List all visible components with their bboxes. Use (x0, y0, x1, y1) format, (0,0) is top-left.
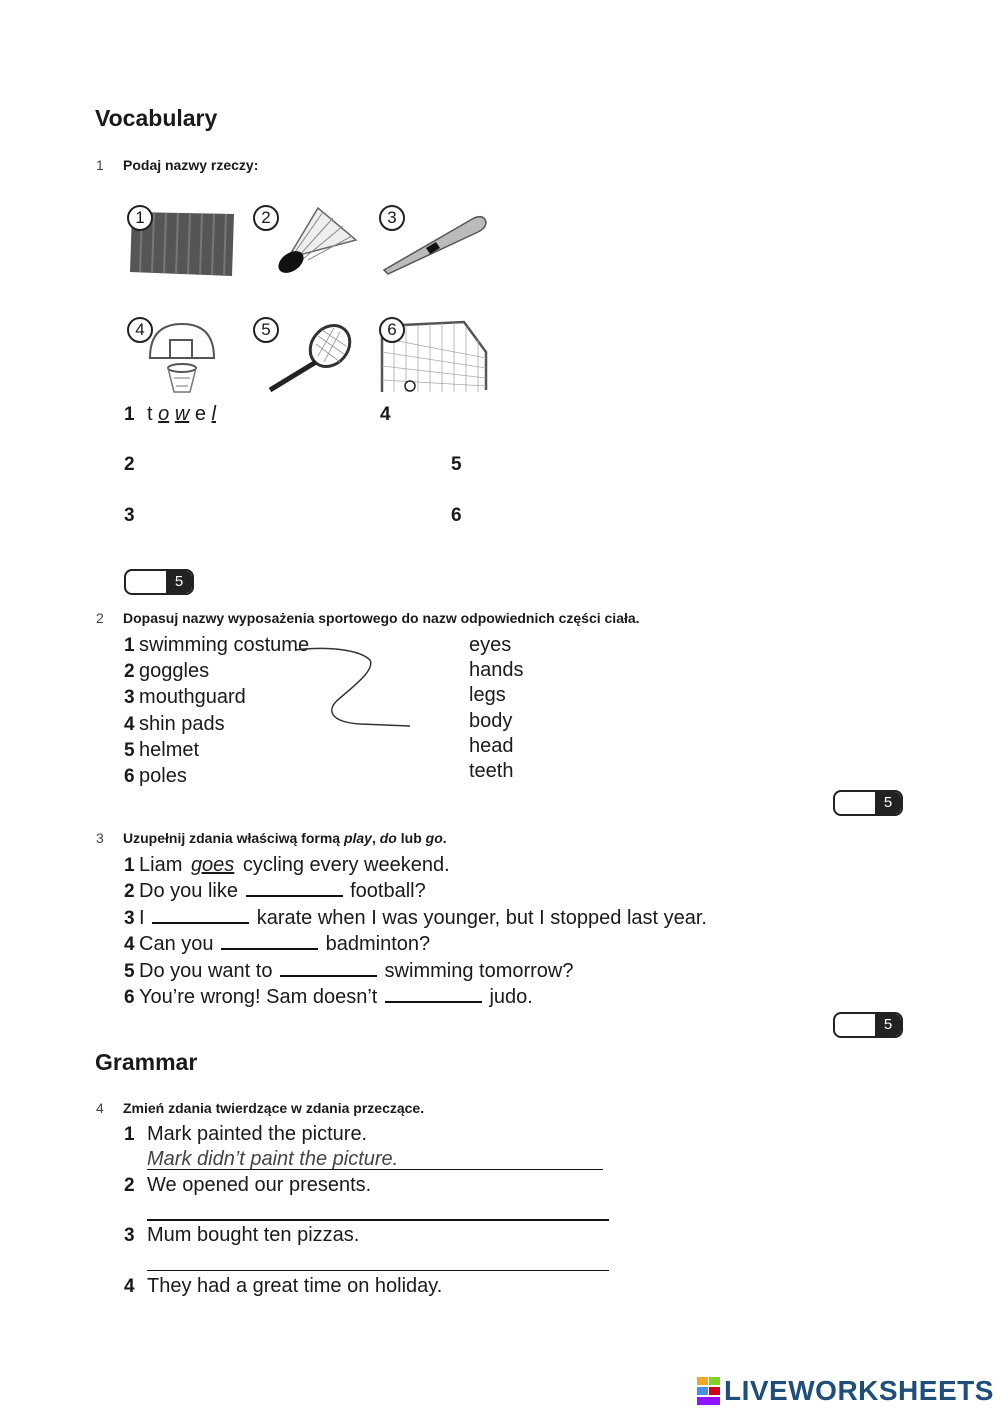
ex3-score-box (833, 1012, 903, 1038)
ex2-left-item-3: 3 mouthguard (124, 686, 246, 709)
picture-label-5: 5 (253, 317, 279, 343)
grammar-heading: Grammar (95, 1049, 198, 1075)
ex4-item-text-1: Mark painted the picture. (147, 1123, 368, 1145)
ex4-item-text-4: They had a great time on holiday. (147, 1275, 443, 1297)
ex2-left-item-5: 5 helmet (124, 738, 200, 761)
ex1-score-box (124, 569, 194, 595)
ex2-left-item-2: 2 goggles (124, 660, 210, 683)
ex1-answer-number-4: 4 (380, 404, 391, 425)
ex1-score: 5 (174, 573, 184, 590)
ex4-line-1 (147, 1169, 603, 1170)
ex2-right-item-1: eyes (469, 634, 512, 656)
picture-label-4: 4 (127, 317, 153, 343)
ex2-instruction: Dopasuj nazwy wyposażenia sportowego do nazw odpowiednich części ciała. (123, 610, 640, 626)
ex4-instruction: Zmień zdania twierdzące w zdania przeczące. (123, 1100, 425, 1116)
ex2-number: 2 (96, 610, 104, 626)
example-letter-o: o (158, 403, 170, 425)
ex4-example-answer: Mark didn’t paint the picture. (147, 1148, 399, 1170)
ex3-score: 5 (883, 1016, 893, 1033)
ex3-instruction: Uzupełnij zdania właściwą formą play, do lub go. (123, 830, 447, 846)
ex3-blank-3[interactable] (152, 906, 249, 924)
ex4-item-number-3: 3 (124, 1225, 135, 1246)
matching-line-example (290, 640, 420, 730)
ex2-right-list (469, 633, 524, 784)
ex1-answer-number-1: 1 (124, 404, 135, 425)
picture-label-1: 1 (127, 205, 153, 231)
ex2-right-item-4: body (469, 709, 513, 732)
example-letter-t: t (147, 403, 153, 425)
ex3-number: 3 (96, 830, 104, 846)
ex1-answer-number-6: 6 (451, 505, 462, 526)
liveworksheets-logo: LIVEWORKSHEETS (724, 1375, 994, 1406)
ex4-answer-line-2[interactable] (147, 1219, 609, 1221)
ex3-blank-4[interactable] (221, 932, 318, 950)
ex1-answer-number-2: 2 (124, 454, 135, 475)
ex3-blank-5[interactable] (280, 959, 377, 977)
example-letter-e: e (194, 403, 206, 425)
ex1-answer-number-3: 3 (124, 505, 135, 526)
ex3-item-1: 1 Liam goes cycling every weekend. (124, 854, 450, 876)
ex1-instruction: Podaj nazwy rzeczy: (123, 157, 259, 173)
ex3-list (124, 853, 707, 1011)
ex2-score: 5 (883, 794, 893, 811)
ex2-right-item-3: legs (469, 684, 506, 707)
ex1-number: 1 (96, 157, 104, 173)
vocabulary-heading: Vocabulary (95, 105, 218, 131)
picture-label-3: 3 (379, 205, 405, 231)
picture-label-6: 6 (379, 317, 405, 343)
liveworksheets-logo-icon (697, 1377, 721, 1405)
ex3-item-3: 3 I karate when I was younger, but I stopped last year. (124, 906, 707, 929)
ex2-score-box (833, 790, 903, 816)
ex3-blank-2[interactable] (246, 879, 343, 897)
ex3-blank-6[interactable] (385, 985, 482, 1003)
ex4-item-number-2: 2 (124, 1175, 135, 1196)
ex2-left-item-1: 1 swimming costume (124, 634, 310, 656)
ex3-item-2: 2 Do you like football? (124, 880, 426, 903)
ex2-left-item-6: 6 poles (124, 765, 187, 788)
ex3-example-answer: goes (190, 854, 235, 876)
ex2-right-item-5: head (469, 734, 514, 757)
ex4-number: 4 (96, 1100, 104, 1116)
ex4-item-number-1: 1 (124, 1124, 135, 1145)
example-letter-l: l (211, 403, 216, 425)
ex3-item-4: 4 Can you badminton? (124, 933, 431, 956)
ex1-answer-example (147, 403, 216, 426)
ex4-item-text-3: Mum bought ten pizzas. (147, 1224, 360, 1246)
ex4-item-number-4: 4 (124, 1276, 135, 1297)
ex2-right-item-2: hands (469, 659, 524, 682)
ex4-item-text-2: We opened our presents. (147, 1174, 372, 1196)
ex3-item-6: 6 You’re wrong! Sam doesn’t judo. (124, 986, 533, 1009)
picture-label-2: 2 (253, 205, 279, 231)
ex4-answer-line-3[interactable] (147, 1270, 609, 1271)
ex2-left-item-4: 4 shin pads (124, 712, 225, 735)
ex2-left-list (124, 633, 309, 790)
ex1-answer-number-5: 5 (451, 454, 462, 475)
ex2-right-item-6: teeth (469, 760, 514, 783)
example-letter-w: w (174, 403, 190, 425)
ex3-item-5: 5 Do you want to swimming tomorrow? (124, 959, 574, 982)
